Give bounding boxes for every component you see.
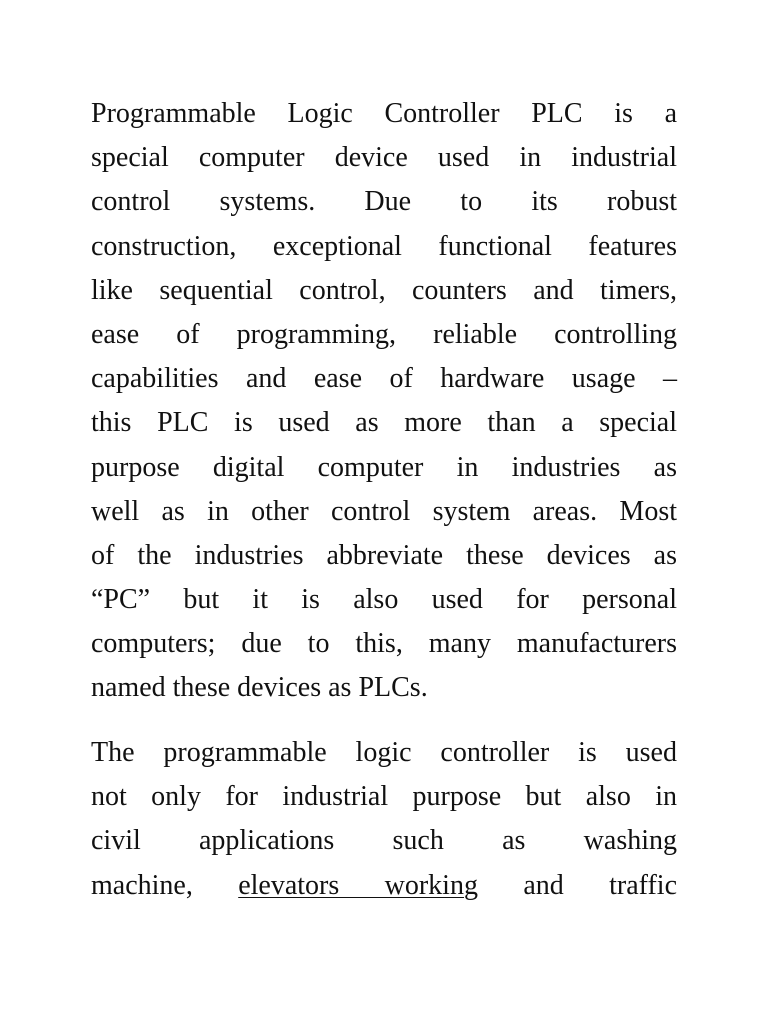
text-line: this PLC is used as more than a special [91,407,677,439]
text-line: computers; due to this, many manufacturers [91,628,677,660]
text-line: “PC” but it is also used for personal [91,584,677,616]
text-line: of the industries abbreviate these devices as [91,539,677,571]
text-line: special computer device used in industrial [91,142,677,174]
paragraph-plc-uses [91,731,677,908]
text-line: purpose digital computer in industries as [91,451,677,483]
text-line: well as in other control system areas. Most [91,495,677,527]
text-line-with-link [91,864,677,908]
text-line: named these devices as PLCs. [91,672,428,704]
text-line: ease of programming, reliable controlling [91,318,677,350]
text-fragment: machine, [91,869,239,901]
text-line: The programmable logic controller is used [91,737,677,768]
text-line: control systems. Due to its robust [91,186,677,218]
text-fragment: traffic [609,869,677,901]
text-line: construction, exceptional functional features [91,230,677,262]
text-line: not only for industrial purpose but also in [91,781,677,813]
paragraph-plc-definition [91,92,677,711]
elevators-working-link[interactable]: elevators working [238,869,478,901]
text-line: capabilities and ease of hardware usage – [91,363,677,395]
text-line: Programmable Logic Controller PLC is a [91,98,677,129]
text-fragment: and [477,869,564,901]
text-line: like sequential control, counters and timers, [91,274,677,306]
text-line: civil applications such as washing [91,825,677,857]
